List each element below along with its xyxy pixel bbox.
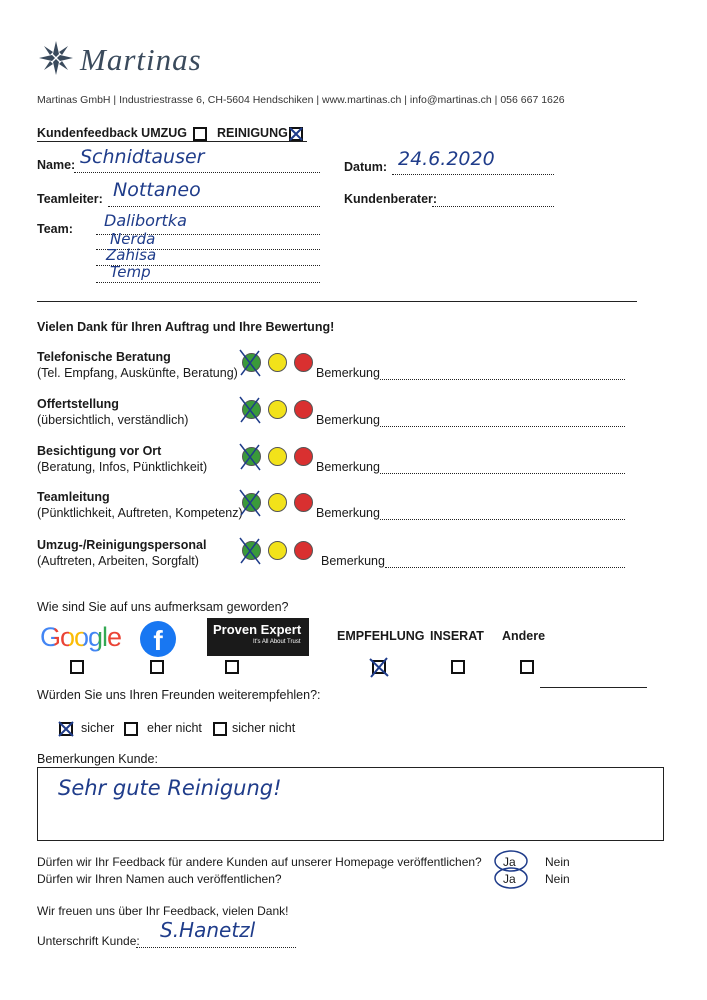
- publish-question-1: Dürfen wir Ihr Feedback für andere Kunden auf unserer Homepage veröffentlichen?: [37, 855, 482, 869]
- rating-subtitle: (Beratung, Infos, Pünktlichkeit): [37, 460, 208, 474]
- recommend-question: Würden Sie uns Ihren Freunden weiterempfehlen?:: [37, 688, 321, 702]
- rating-subtitle: (Auftreten, Arbeiten, Sorgfalt): [37, 554, 199, 568]
- rating-intro: Vielen Dank für Ihren Auftrag und Ihre Bewertung!: [37, 320, 335, 334]
- inserat-checkbox[interactable]: [451, 660, 465, 674]
- signature-dots: [136, 947, 296, 948]
- thumbs-down-icon[interactable]: [294, 353, 313, 372]
- publish-q1-nein[interactable]: Nein: [545, 855, 570, 869]
- logo: [38, 40, 218, 80]
- thanks-text: Wir freuen uns über Ihr Feedback, vielen Dank!: [37, 904, 289, 918]
- selection-mark-icon: [237, 348, 263, 378]
- name-dots: [74, 172, 320, 173]
- andere-label: Andere: [502, 629, 546, 643]
- signature-label: Unterschrift Kunde:: [37, 934, 140, 948]
- check-mark-icon: [368, 656, 390, 678]
- rating-remark-label: Bemerkung: [316, 460, 380, 474]
- form-type-label: Kundenfeedback UMZUG: [37, 126, 188, 140]
- form-type-underline: [37, 141, 307, 142]
- logo-star-icon: [38, 40, 74, 76]
- thumbs-down-icon[interactable]: [294, 447, 313, 466]
- comments-value: Sehr gute Reinigung!: [58, 776, 282, 800]
- rating-remark-label: Bemerkung: [316, 413, 380, 427]
- selection-mark-icon: [237, 395, 263, 425]
- recommend-sicher-label: sicher: [81, 721, 115, 735]
- teamleiter-value[interactable]: Nottaneo: [113, 179, 201, 201]
- andere-checkbox[interactable]: [520, 660, 534, 674]
- source-question: Wie sind Sie auf uns aufmerksam geworden?: [37, 600, 289, 614]
- neutral-icon[interactable]: [268, 447, 287, 466]
- facebook-checkbox[interactable]: [150, 660, 164, 674]
- facebook-logo: f: [140, 621, 176, 657]
- name-value[interactable]: Schnidtauser: [80, 146, 205, 168]
- datum-label: Datum:: [344, 160, 388, 174]
- thumbs-down-icon[interactable]: [294, 493, 313, 512]
- rating-title: Teamleitung: [37, 490, 110, 504]
- rating-remark-label: Bemerkung: [316, 366, 380, 380]
- selection-mark-icon: [237, 442, 263, 472]
- rating-title: Besichtigung vor Ort: [37, 444, 162, 458]
- recommend-sicher-nicht-checkbox[interactable]: [213, 722, 227, 736]
- neutral-icon[interactable]: [268, 400, 287, 419]
- check-mark-icon: [58, 721, 74, 737]
- rating-remark-dots[interactable]: [380, 519, 625, 520]
- team-member-2[interactable]: Nerda: [110, 230, 156, 248]
- thumbs-down-icon[interactable]: [294, 400, 313, 419]
- publish-q2-nein[interactable]: Nein: [545, 872, 570, 886]
- reinigung-label: REINIGUNG: [217, 126, 288, 140]
- selection-mark-icon: [237, 488, 263, 518]
- publish-q1-ja[interactable]: Ja: [503, 855, 516, 869]
- kundenberater-label: Kundenberater:: [344, 192, 438, 206]
- team-label: Team:: [37, 222, 73, 236]
- google-checkbox[interactable]: [70, 660, 84, 674]
- rating-remark-label: Bemerkung: [321, 554, 385, 568]
- company-address: Martinas GmbH | Industriestrasse 6, CH-5604 Hendschiken | www.martinas.ch | info@martinas.ch | 056 667 1626: [37, 94, 565, 106]
- rating-title: Offertstellung: [37, 397, 119, 411]
- signature-value[interactable]: S.Hanetzl: [160, 918, 256, 942]
- thumbs-down-icon[interactable]: [294, 541, 313, 560]
- team-member-1[interactable]: Dalibortka: [104, 211, 187, 230]
- selection-mark-icon: [237, 536, 263, 566]
- ja-circle-mark: [490, 848, 530, 892]
- publish-question-2: Dürfen wir Ihren Namen auch veröffentlichen?: [37, 872, 282, 886]
- name-label: Name:: [37, 158, 76, 172]
- rating-subtitle: (Tel. Empfang, Auskünfte, Beratung): [37, 366, 238, 380]
- teamleiter-label: Teamleiter:: [37, 192, 103, 206]
- rating-subtitle: (Pünktlichkeit, Auftreten, Kompetenz): [37, 506, 243, 520]
- recommend-eher-nicht-label: eher nicht: [147, 721, 202, 735]
- rating-remark-dots[interactable]: [380, 426, 625, 427]
- datum-dots: [392, 174, 554, 175]
- datum-value[interactable]: 24.6.2020: [398, 148, 495, 170]
- publish-q2-ja[interactable]: Ja: [503, 872, 516, 886]
- rating-remark-dots[interactable]: [380, 473, 625, 474]
- andere-line: [540, 687, 647, 688]
- rating-title: Telefonische Beratung: [37, 350, 171, 364]
- kundenberater-dots: [432, 206, 554, 207]
- empfehlung-label: EMPFEHLUNG: [337, 629, 425, 643]
- inserat-label: INSERAT: [430, 629, 484, 643]
- umzug-checkbox[interactable]: [193, 127, 207, 141]
- rating-remark-dots[interactable]: [385, 567, 625, 568]
- team-member-3[interactable]: Zahisa: [106, 246, 157, 264]
- recommend-sicher-checkbox[interactable]: [59, 722, 73, 736]
- proven-expert-checkbox[interactable]: [225, 660, 239, 674]
- neutral-icon[interactable]: [268, 353, 287, 372]
- rating-title: Umzug-/Reinigungspersonal: [37, 538, 207, 552]
- neutral-icon[interactable]: [268, 493, 287, 512]
- logo-text: Martinas: [80, 42, 202, 77]
- reinigung-checkbox[interactable]: [289, 127, 303, 141]
- comments-label: Bemerkungen Kunde:: [37, 752, 158, 766]
- rating-subtitle: (übersichtlich, verständlich): [37, 413, 189, 427]
- comments-box[interactable]: [37, 767, 664, 841]
- neutral-icon[interactable]: [268, 541, 287, 560]
- recommend-eher-nicht-checkbox[interactable]: [124, 722, 138, 736]
- recommend-sicher-nicht-label: sicher nicht: [232, 721, 296, 735]
- team-dots-4: [96, 282, 320, 283]
- team-member-4[interactable]: Temp: [110, 263, 151, 281]
- google-logo: Google: [40, 622, 122, 652]
- rating-remark-dots[interactable]: [380, 379, 625, 380]
- teamleiter-dots: [108, 206, 320, 207]
- rating-remark-label: Bemerkung: [316, 506, 380, 520]
- proven-expert-logo: Proven Expert It's All About Trust: [207, 618, 309, 656]
- check-mark-icon: [289, 127, 303, 141]
- section-divider: [37, 301, 637, 302]
- empfehlung-checkbox[interactable]: [372, 660, 386, 674]
